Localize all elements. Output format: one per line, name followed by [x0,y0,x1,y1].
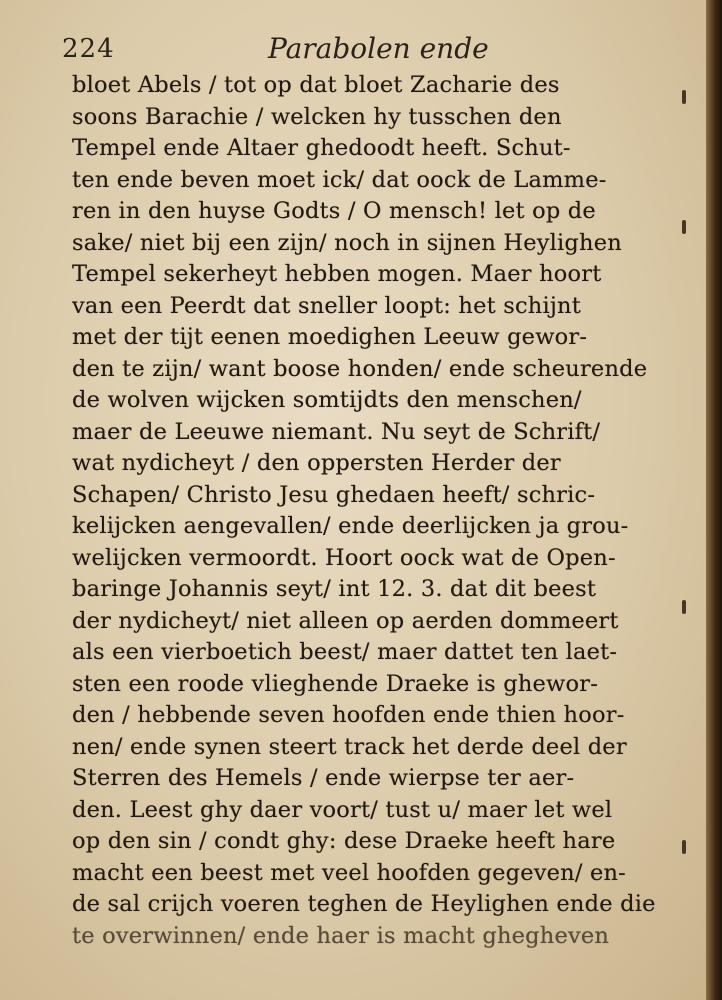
text-line: wat nydicheyt / den oppersten Herder der [72,450,561,476]
edge-speck [682,220,686,234]
text-line: welijcken vermoordt. Hoort oock wat de Open- [72,544,616,571]
text-line: bloet Abels / tot op dat bloet Zacharie des [72,72,560,98]
text-line: den / hebbende seven hoofden ende thien hoor- [72,702,625,728]
text-line: macht een beest met veel hoofden gegeven/ en- [72,859,626,886]
page-edge-wear [680,80,686,960]
text-line: Tempel ende Altaer ghedoodt heeft. Schut- [72,135,571,161]
edge-speck [682,600,686,614]
text-line: den te zijn/ want boose honden/ ende scheurende [72,355,648,382]
text-line: der nydicheyt/ niet alleen op aerden dommeert [72,607,619,634]
text-line: de sal crijch voeren teghen de Heylighen ende die [72,891,656,917]
text-line: baringe Johannis seyt/ int 12. 3. dat dit beest [72,576,597,602]
text-line: maer de Leeuwe niemant. Nu seyt de Schrift/ [72,418,601,445]
text-line: van een Peerdt dat sneller loopt: het schijnt [72,292,581,319]
text-line: op den sin / condt ghy: dese Draeke heeft hare [72,828,616,854]
text-line: te overwinnen/ ende haer is macht ghegheven [72,922,610,949]
binding-gutter [706,0,722,1000]
edge-speck [682,840,686,854]
text-line: Tempel sekerheyt hebben mogen. Maer hoort [72,261,602,287]
running-head-title: Parabolen ende [268,32,489,65]
text-line: Schapen/ Christo Jesu ghedaen heeft/ schric- [72,481,596,508]
text-line: de wolven wijcken somtijdts den menschen/ [72,387,582,413]
text-line: soons Barachie / welcken hy tusschen den [72,103,562,130]
edge-speck [682,90,686,104]
text-line: ren in den huyse Godts / O mensch! let op de [72,198,596,224]
text-line: nen/ ende synen steert track het derde deel der [72,733,627,760]
text-line: kelijcken aengevallen/ ende deerlijcken ja grou- [72,513,629,539]
running-head [62,28,622,68]
text-line: Sterren des Hemels / ende wierpse ter aer- [72,765,575,791]
text-line: als een vierboetich beest/ maer dattet ten laet- [72,639,618,665]
text-line: ten ende beven moet ick/ dat oock de Lamme- [72,166,607,193]
text-line: sten een roode vlieghende Draeke is ghewor- [72,670,599,697]
text-line: sake/ niet bij een zijn/ noch in sijnen Heylighen [72,229,622,256]
body-text [72,70,694,952]
page-number: 224 [62,34,115,64]
text-line: met der tijt eenen moedighen Leeuw gewor- [72,324,588,350]
text-line: den. Leest ghy daer voort/ tust u/ maer let wel [72,796,613,823]
